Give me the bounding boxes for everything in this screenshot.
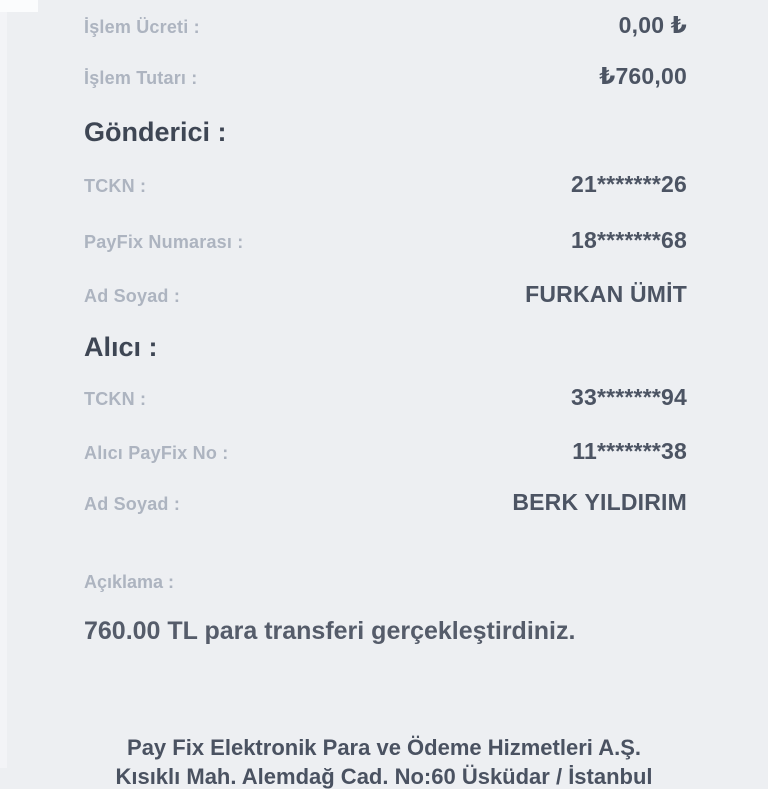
- sender-fullname-label: Ad Soyad :: [84, 286, 181, 306]
- sender-payfix-number-row: [84, 227, 687, 254]
- recipient-tckn-value: 33*******94: [570, 384, 687, 410]
- description-label: Açıklama :: [84, 572, 175, 592]
- transaction-amount-label: İşlem Tutarı :: [84, 68, 198, 88]
- sender-fullname-value: FURKAN ÜMİT: [525, 281, 687, 307]
- recipient-payfix-number-value: 11*******38: [572, 438, 687, 464]
- transaction-fee-label: İşlem Ücreti :: [84, 17, 200, 37]
- footer-company-name: Pay Fix Elektronik Para ve Ödeme Hizmetleri A.Ş.: [127, 735, 641, 760]
- transaction-fee-row: [84, 12, 687, 39]
- recipient-tckn-label: TCKN :: [84, 389, 147, 409]
- recipient-fullname-row: [84, 489, 687, 516]
- sender-tckn-value: 21*******26: [570, 171, 687, 197]
- transaction-amount-value: ₺760,00: [599, 63, 687, 89]
- sender-payfix-number-label: PayFix Numarası :: [84, 232, 244, 252]
- description-text: 760.00 TL para transferi gerçekleştirdiniz.: [84, 617, 576, 645]
- left-edge-strip: [0, 0, 7, 768]
- sender-tckn-label: TCKN :: [84, 176, 147, 196]
- footer-address-line: Kısıklı Mah. Alemdağ Cad. No:60 Üsküdar / İstanbul: [115, 764, 653, 789]
- recipient-fullname-value: BERK YILDIRIM: [512, 489, 687, 515]
- sender-tckn-row: [84, 171, 687, 198]
- sender-fullname-row: [84, 281, 687, 308]
- top-left-corner-patch: [0, 0, 38, 12]
- sender-section-heading: Gönderici :: [84, 117, 227, 147]
- recipient-payfix-number-row: [84, 438, 687, 465]
- transaction-amount-row: [84, 63, 687, 90]
- recipient-section-heading: Alıcı :: [84, 332, 158, 362]
- recipient-payfix-number-label: Alıcı PayFix No :: [84, 443, 229, 463]
- transaction-fee-value: 0,00 ₺: [618, 12, 687, 38]
- recipient-fullname-label: Ad Soyad :: [84, 494, 181, 514]
- recipient-tckn-row: [84, 384, 687, 411]
- sender-payfix-number-value: 18*******68: [570, 227, 687, 253]
